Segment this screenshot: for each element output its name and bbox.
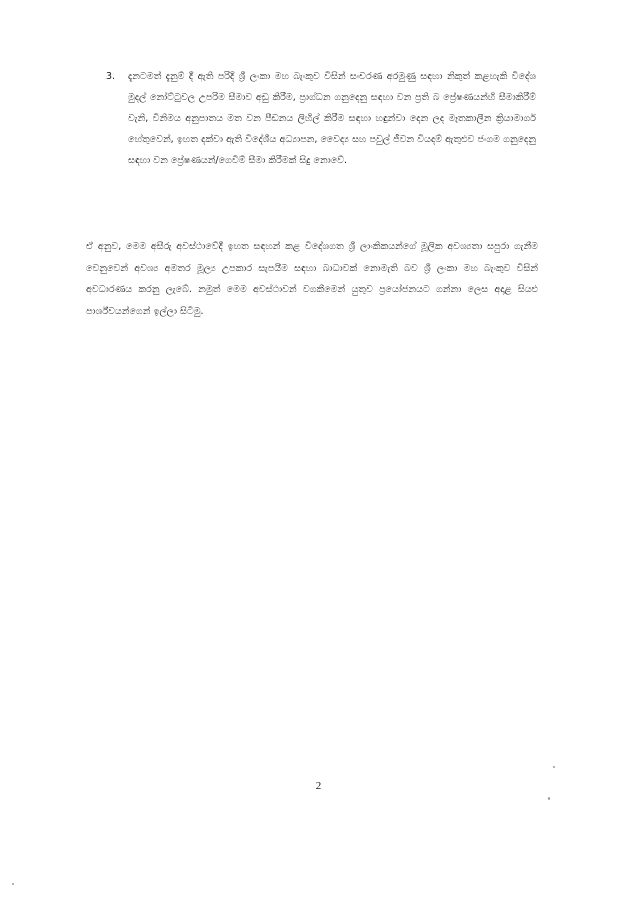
closing-paragraph: ඒ අනුව, මෙම අසීරු අවස්ථාවේදී ඉහත සඳහන් කළ විදේශගත ශ්‍රී ලාංකිකයන්ගේ මූලික අවශ්‍යතා සපුරා ගැනීම වෙනුවෙන් අවශ්‍ය අමතර මූල්‍ය උපකාර සැපයීම සඳහා බාධාවක් නොමැති බව ශ්‍රී ලංකා මහ බැංකුව විසින් අවධාරණය කරනු ලැබේ. නමුත් මෙම අවස්ථාවන් වගකීමෙන් යුතුව ප්‍රයෝජනයට ගන්නා ලෙස අදාළ සියළු පාර්ශ්වයන්ගෙන් ඉල්ලා සිටිමු. xyxy=(86,241,538,317)
page-number: 2 xyxy=(315,780,322,792)
scan-speck xyxy=(553,766,555,768)
scan-speck xyxy=(12,883,14,885)
scan-speck xyxy=(548,797,550,800)
item-number: 3. xyxy=(106,71,116,82)
item-text: දැනටමත් දැනුම් දී ඇති පරිදි ශ්‍රී ලංකා මහ බැංකුව විසින් සංචරණ අරමුණු සඳහා නිකුත් කළහැකි විදේශ මුදල් නෝට්ටුවල උපරිම සීමාව අඩු කිරීම, ප්‍රාග්ධන ගනුදෙනු සඳහා වන ප්‍රති බ ප්‍රේෂණයන්හි සීමාකිරීම් වැනි, විනිමය අනුපාතය මත වන පීඩනය ලිහිල් කිරීම සඳහා හඳුන්වා දෙන ලද මෑතකාලීන ක්‍රියාමාර්ග හේතුවෙන්, ඉහත දක්වා ඇති විදේශීය අධ්‍යාපන, වෛද්‍ය සහ පවුල් ජීවන වියදම් ඇතුළුව ජංගම ගනුදෙනු සඳහා වන ප්‍රේෂණයන්/ගෙවීම් සීමා කිරීමක් සිදු නොවේ. xyxy=(128,71,536,166)
